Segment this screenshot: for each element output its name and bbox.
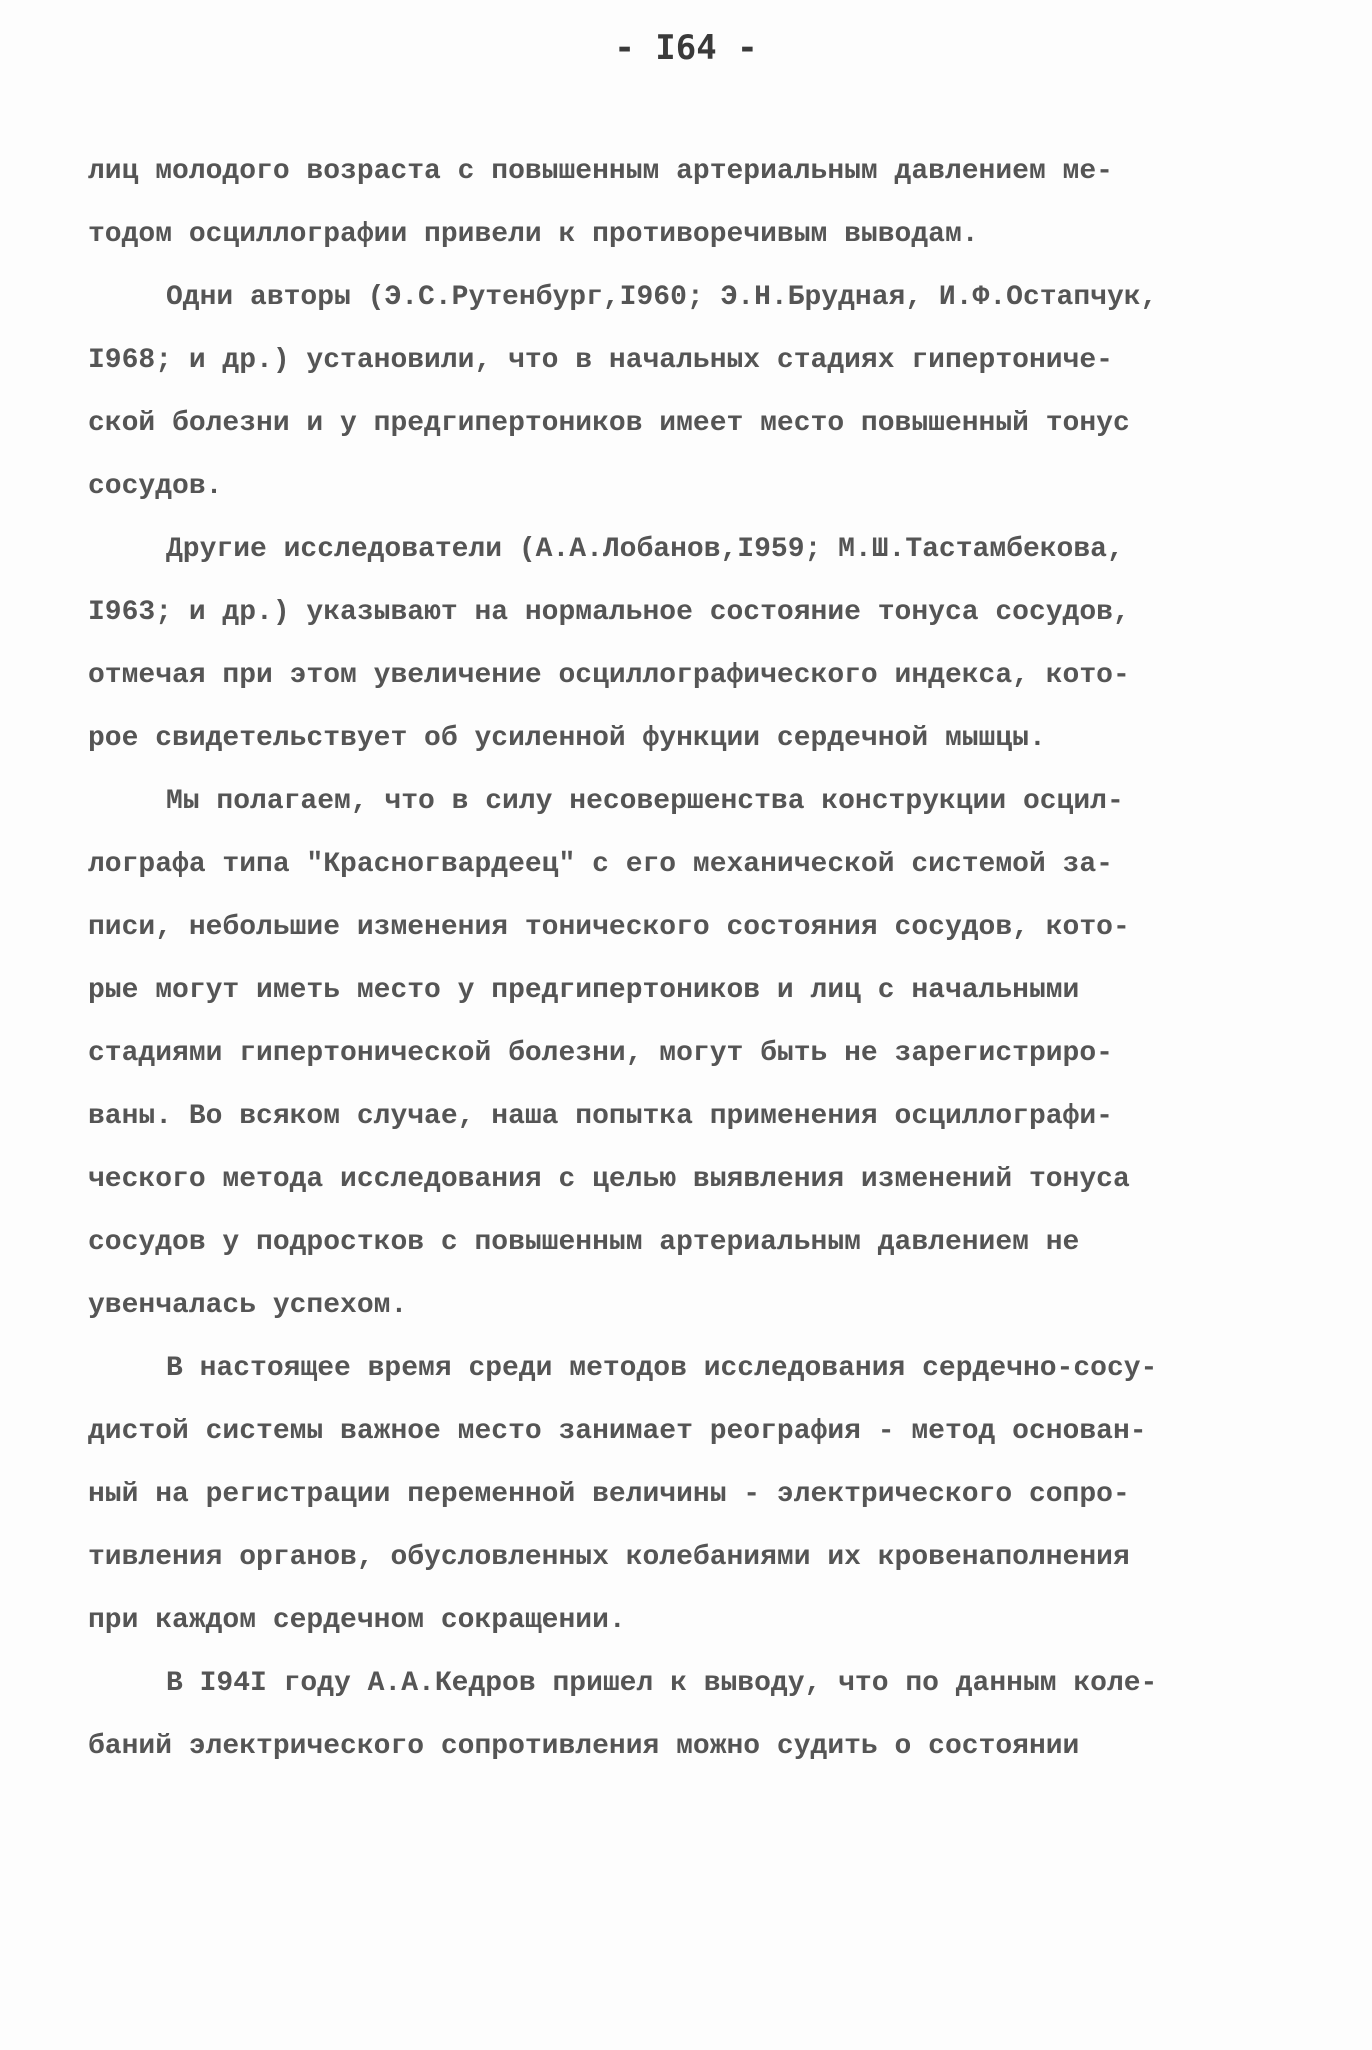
text-line: тивления органов, обусловленных колебаниями их кровенаполнения — [88, 1542, 1130, 1573]
text-line: тодом осциллографии привели к противоречивым выводам. — [88, 219, 979, 250]
text-line: отмечая при этом увеличение осциллографического индекса, кото- — [88, 660, 1130, 691]
body-text — [88, 140, 1288, 1778]
text-line: ный на регистрации переменной величины - электрического сопро- — [88, 1479, 1130, 1510]
text-line: баний электрического сопротивления можно судить о состоянии — [88, 1731, 1080, 1762]
text-line: ской болезни и у предгипертоников имеет место повышенный тонус — [88, 408, 1130, 439]
text-line: лографа типа "Красногвардеец" с его механической системой за- — [88, 849, 1113, 880]
text-line: дистой системы важное место занимает реография - метод основан- — [88, 1416, 1147, 1447]
text-line: ваны. Во всяком случае, наша попытка применения осциллографи- — [88, 1101, 1113, 1132]
text-line: при каждом сердечном сокращении. — [88, 1605, 626, 1636]
text-line: сосудов у подростков с повышенным артериальным давлением не — [88, 1227, 1080, 1258]
text-line: В настоящее время среди методов исследования сердечно-сосу- — [166, 1353, 1158, 1384]
text-line: Другие исследователи (А.А.Лобанов,I959; М.Ш.Тастамбекова, — [166, 534, 1124, 565]
text-line: увенчалась успехом. — [88, 1290, 408, 1321]
text-line: Мы полагаем, что в силу несовершенства конструкции осцил- — [166, 786, 1124, 817]
text-line: рое свидетельствует об усиленной функции сердечной мышцы. — [88, 723, 1046, 754]
text-line: писи, небольшие изменения тонического состояния сосудов, кото- — [88, 912, 1130, 943]
page-number: - I64 - — [614, 28, 758, 68]
text-line: В I94I году А.А.Кедров пришел к выводу, что по данным коле- — [166, 1668, 1158, 1699]
text-line: сосудов. — [88, 471, 223, 502]
text-line: лиц молодого возраста с повышенным артериальным давлением ме- — [88, 156, 1113, 187]
text-line: ческого метода исследования с целью выявления изменений тонуса — [88, 1164, 1130, 1195]
text-line: I963; и др.) указывают на нормальное состояние тонуса сосудов, — [88, 597, 1130, 628]
text-line: стадиями гипертонической болезни, могут быть не зарегистриро- — [88, 1038, 1113, 1069]
text-line: I968; и др.) установили, что в начальных стадиях гипертониче- — [88, 345, 1113, 376]
text-line: Одни авторы (Э.С.Рутенбург,I960; Э.Н.Брудная, И.Ф.Остапчук, — [166, 282, 1158, 313]
text-line: рые могут иметь место у предгипертоников и лиц с начальными — [88, 975, 1080, 1006]
